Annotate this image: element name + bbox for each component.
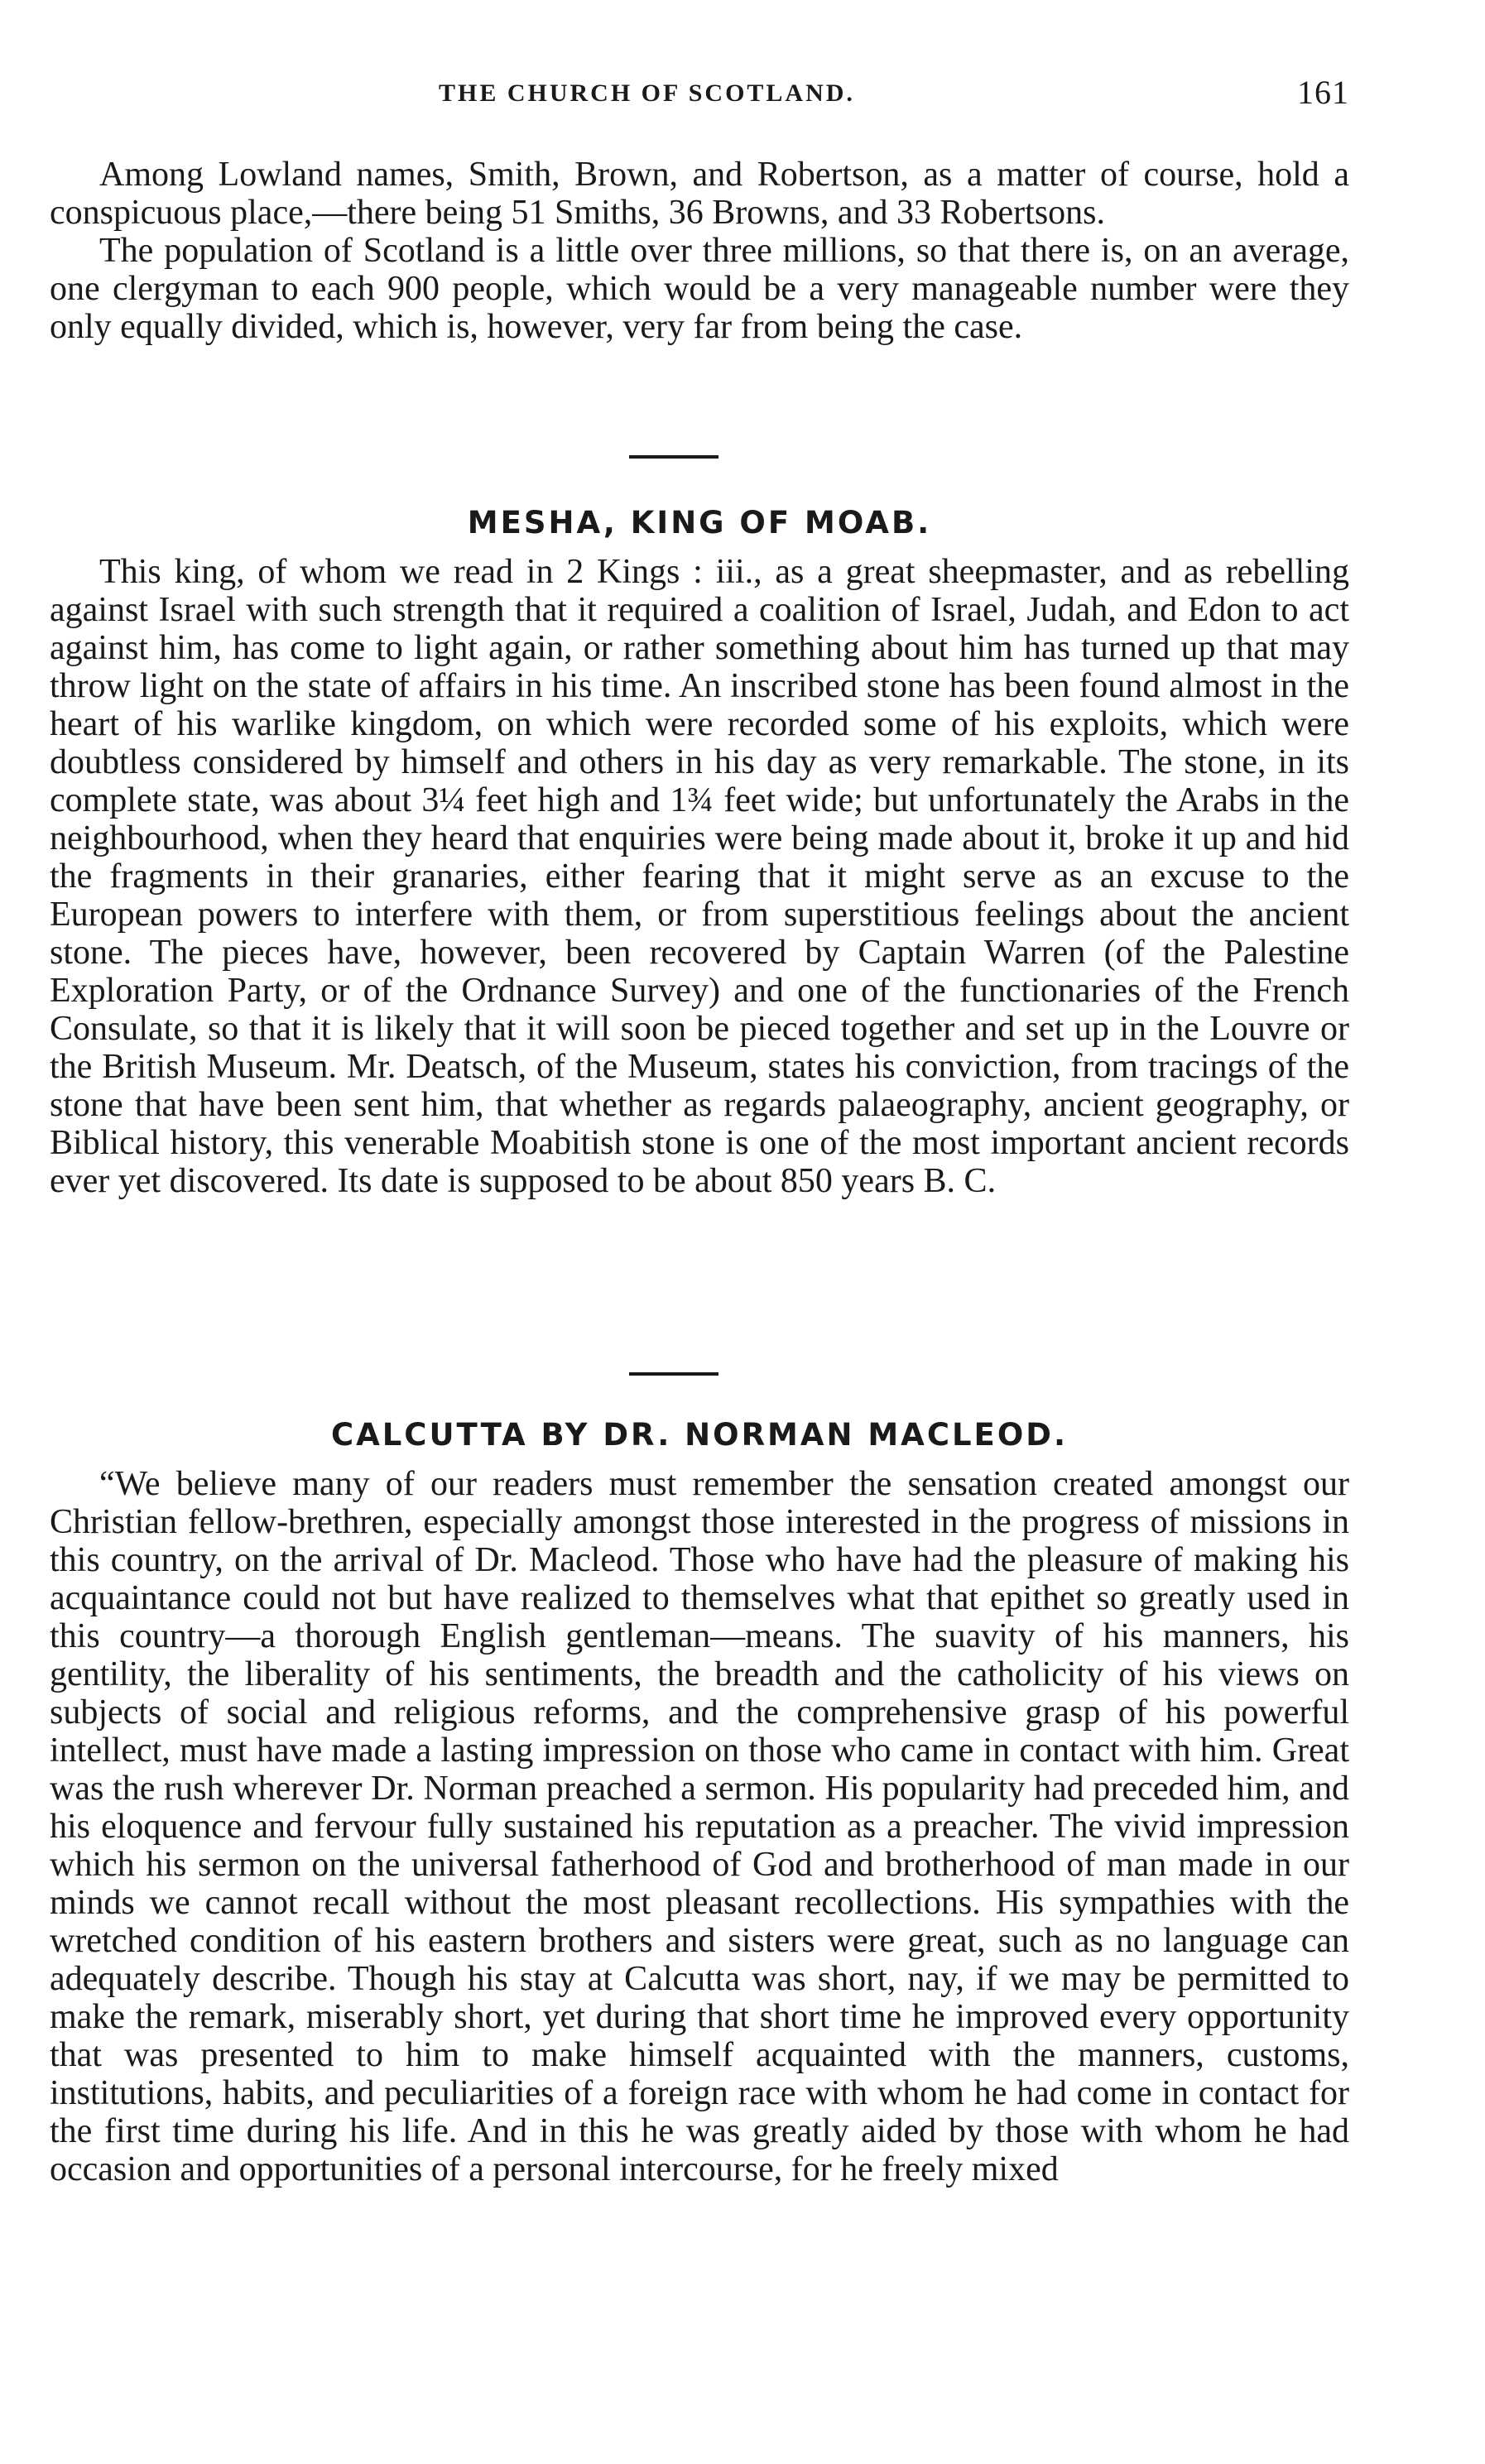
section-heading: CALCUTTA BY DR. NORMAN MACLEOD. xyxy=(330,1417,1069,1453)
section-body xyxy=(50,1465,1349,2188)
page-number: 161 xyxy=(1297,74,1349,111)
running-title: THE CHURCH OF SCOTLAND. xyxy=(439,79,855,107)
intro-text xyxy=(50,156,1349,346)
intro-paragraph: The population of Scotland is a little over three millions, so that there is, on an average, one clergyman to each 900 people, which would be a very manageable number were they only equally divided, which is, however, very far from being the case. xyxy=(50,232,1349,346)
section-divider xyxy=(629,1372,718,1376)
section-paragraph: This king, of whom we read in 2 Kings : iii., as a great sheepmaster, and as rebelling against Israel with such strength that it required a coalition of Israel, Judah, and Edon to act against him, has come to light again, or rather something about him has turned up that may throw light on the state of affairs in his time. An inscribed stone has been found almost in the heart of his warlike kingdom, on which were recorded some of his exploits, which were doubtless considered by himself and others in his day as very remarkable. The stone, in its complete state, was about 3¼ feet high and 1¾ feet wide; but unfortunately the Arabs in the neighbourhood, when they heard that enquiries were being made about it, broke it up and hid the fragments in their granaries, either fearing that it might serve as an excuse to the European powers to interfere with them, or from superstitious feelings about the ancient stone. The pieces have, however, been recovered by Captain Warren (of the Palestine Exploration Party, or of the Ordnance Survey) and one of the functionaries of the French Consulate, so that it is likely that it will soon be pieced together and set up in the Louvre or the British Museum. Mr. Deatsch, of the Museum, states his conviction, from tracings of the stone that have been sent him, that whether as regards palaeography, ancient geography, or Biblical history, this venerable Moabitish stone is one of the most important ancient records ever yet discovered. Its date is supposed to be about 850 years B. C. xyxy=(50,553,1349,1200)
intro-paragraph: Among Lowland names, Smith, Brown, and Robertson, as a matter of course, hold a conspicuous place,—there being 51 Smiths, 36 Browns, and 33 Robertsons. xyxy=(50,156,1349,232)
section-paragraph: “We believe many of our readers must remember the sensation created amongst our Christian fellow-brethren, especially amongst those interested in the progress of missions in this country, on the arrival of Dr. Macleod. Those who have had the pleasure of making his acquaintance could not but have realized to themselves what that epithet so greatly used in this country—a thorough English gentleman—means. The suavity of his manners, his gentility, the liberality of his sentiments, the breadth and the catholicity of his views on subjects of social and religious reforms, and the comprehensive grasp of his powerful intellect, must have made a lasting impression on those who came in contact with him. Great was the rush wherever Dr. Norman preached a sermon. His popularity had preceded him, and his eloquence and fervour fully sustained his reputation as a preacher. The vivid impression which his sermon on the universal fatherhood of God and brotherhood of man made in our minds we cannot recall without the most pleasant recollections. His sympathies with the wretched condition of his eastern brothers and sisters were great, such as no language can adequately describe. Though his stay at Calcutta was short, nay, if we may be permitted to make the remark, miserably short, yet during that short time he improved every opportunity that was presented to him to make himself acquainted with the manners, customs, institutions, habits, and peculiarities of a foreign race with whom he had come in contact for the first time during his life. And in this he was greatly aided by those with whom he had occasion and opportunities of a personal intercourse, for he freely mixed xyxy=(50,1465,1349,2188)
section-heading: MESHA, KING OF MOAB. xyxy=(467,505,932,540)
section-body xyxy=(50,553,1349,1200)
section-divider xyxy=(629,455,718,459)
